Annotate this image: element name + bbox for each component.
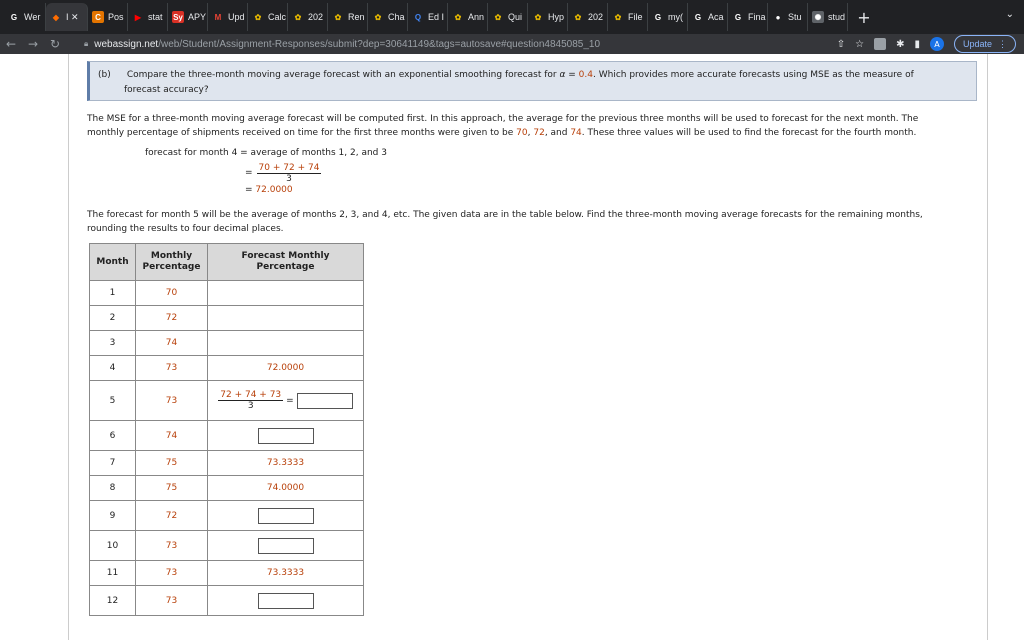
more-vert-icon: ⋮ xyxy=(998,38,1007,49)
extensions-puzzle-icon[interactable]: ✱ xyxy=(896,38,905,50)
tab-label: APY xyxy=(188,12,207,22)
month5-formula xyxy=(218,390,352,411)
browser-tab[interactable] xyxy=(488,3,528,31)
page-body xyxy=(0,54,1024,640)
tab-favicon-icon: ✿ xyxy=(612,11,624,23)
percentage-cell: 73 xyxy=(136,381,208,421)
tab-label: Hyp xyxy=(548,12,565,22)
browser-tab[interactable] xyxy=(168,3,208,31)
tab-label: Ed I xyxy=(428,12,445,22)
month-cell: 2 xyxy=(90,306,136,331)
tab-favicon-icon: ✿ xyxy=(292,11,304,23)
forward-icon[interactable]: → xyxy=(27,37,39,51)
para2-a: The forecast for month 5 will be the average of months 2, 3, and 4, etc. The given data are in the table below. Find the three-month moving average forecasts for the remaining months, xyxy=(87,210,923,220)
tab-favicon-icon: ▶ xyxy=(132,11,144,23)
calc-fraction xyxy=(257,163,322,184)
month-cell: 8 xyxy=(90,476,136,501)
month5-frac-den: 3 xyxy=(247,401,254,411)
month5-frac-num: 72 + 74 + 73 xyxy=(220,390,282,400)
tab-label: Fina xyxy=(748,12,766,22)
browser-tab[interactable] xyxy=(528,3,568,31)
tab-favicon-icon: ✿ xyxy=(572,11,584,23)
month-cell: 4 xyxy=(90,356,136,381)
percentage-cell: 72 xyxy=(136,501,208,531)
tab-label: Upd xyxy=(228,12,245,22)
month-cell: 9 xyxy=(90,501,136,531)
browser-tab[interactable] xyxy=(408,3,448,31)
tab-favicon-icon: ◆ xyxy=(50,11,62,23)
tab-search-icon[interactable]: ⌄ xyxy=(1005,9,1014,20)
table-row xyxy=(90,306,364,331)
tab-label: stat xyxy=(148,12,163,22)
table-row xyxy=(90,381,364,421)
tab-favicon-icon: C xyxy=(92,11,104,23)
tab-label: Aca xyxy=(708,12,724,22)
forecast-cell xyxy=(208,306,364,331)
tab-favicon-icon: ✿ xyxy=(372,11,384,23)
percentage-cell: 73 xyxy=(136,561,208,586)
browser-tab[interactable] xyxy=(248,3,288,31)
table-row xyxy=(90,586,364,616)
tab-label: Ren xyxy=(348,12,365,22)
header-forecast: Forecast Monthly Percentage xyxy=(208,244,364,281)
browser-tab[interactable] xyxy=(46,3,88,31)
month-cell: 1 xyxy=(90,281,136,306)
table-row xyxy=(90,476,364,501)
tab-label: 202 xyxy=(588,12,604,22)
table-row xyxy=(90,501,364,531)
browser-tab[interactable] xyxy=(688,3,728,31)
tab-favicon-icon: G xyxy=(8,11,20,23)
share-icon[interactable]: ⇧ xyxy=(836,38,846,50)
browser-tab[interactable] xyxy=(728,3,768,31)
month5-eq: = xyxy=(286,395,294,406)
percentage-cell: 74 xyxy=(136,331,208,356)
tab-favicon-icon: ● xyxy=(772,11,784,23)
table-row xyxy=(90,331,364,356)
forecast-cell xyxy=(208,586,364,616)
browser-tab[interactable] xyxy=(368,3,408,31)
month-cell: 12 xyxy=(90,586,136,616)
forecast-answer-input[interactable] xyxy=(258,508,314,524)
forecast-cell xyxy=(208,531,364,561)
tab-label: stud xyxy=(828,12,846,22)
percentage-cell: 74 xyxy=(136,421,208,451)
calc-label: forecast for month 4 xyxy=(145,148,238,158)
forecast-cell: 74.0000 xyxy=(208,476,364,501)
tab-label: Calc xyxy=(268,12,287,22)
percentage-cell: 75 xyxy=(136,476,208,501)
percentage-cell: 73 xyxy=(136,356,208,381)
forecast-answer-input[interactable] xyxy=(297,393,353,409)
browser-tab[interactable] xyxy=(608,3,648,31)
month-cell: 11 xyxy=(90,561,136,586)
forecast-table xyxy=(89,243,364,616)
part-label: (b) xyxy=(98,70,111,80)
month5-fraction xyxy=(218,390,283,411)
tab-favicon-icon: ✿ xyxy=(332,11,344,23)
bookmark-star-icon[interactable]: ☆ xyxy=(855,38,865,50)
forecast-cell xyxy=(208,381,364,421)
update-label: Update xyxy=(962,39,992,49)
para1-a: The MSE for a three-month moving average forecast will be computed first. In this approach, the average for the previous three months will be used to forecast for the next month. The xyxy=(87,114,919,124)
alpha-symbol: α xyxy=(559,70,566,80)
forecast-answer-input[interactable] xyxy=(258,593,314,609)
month-cell: 6 xyxy=(90,421,136,451)
tab-label: File xyxy=(628,12,643,22)
tab-favicon-icon: G xyxy=(692,11,704,23)
tab-label: Cha xyxy=(388,12,405,22)
month-cell: 7 xyxy=(90,451,136,476)
back-icon[interactable]: ← xyxy=(5,37,17,51)
alpha-value: 0.4 xyxy=(578,70,593,80)
tab-label: Qui xyxy=(508,12,523,22)
month-cell: 3 xyxy=(90,331,136,356)
part-text-2: . Which provides more accurate forecasts using MSE as the measure of xyxy=(593,70,914,80)
forecast-cell: 73.3333 xyxy=(208,451,364,476)
percentage-cell: 73 xyxy=(136,531,208,561)
tab-favicon-icon: G xyxy=(732,11,744,23)
instructions-paragraph xyxy=(87,208,967,236)
profile-avatar[interactable]: A xyxy=(930,37,944,51)
tab-favicon-icon: Sy xyxy=(173,12,183,22)
browser-tab[interactable] xyxy=(808,3,848,31)
percentage-cell: 75 xyxy=(136,451,208,476)
tab-label: Stu xyxy=(788,12,802,22)
calc-frac-den: 3 xyxy=(286,173,292,184)
calc-eq-2: = xyxy=(245,185,253,195)
month-cell: 10 xyxy=(90,531,136,561)
browser-tab[interactable] xyxy=(128,3,168,31)
table-row xyxy=(90,531,364,561)
calc-line1: = average of months 1, 2, and 3 xyxy=(237,148,387,158)
question-content xyxy=(68,54,988,640)
calc-eq: = xyxy=(245,168,253,178)
table-row xyxy=(90,356,364,381)
header-monthly-percentage: Monthly Percentage xyxy=(136,244,208,281)
tab-favicon-icon: Q xyxy=(412,11,424,23)
lock-icon[interactable]: 🔒︎ xyxy=(84,39,89,48)
table-row xyxy=(90,561,364,586)
part-text-3: forecast accuracy? xyxy=(124,85,209,95)
part-text-1: Compare the three-month moving average forecast with an exponential smoothing forecast for xyxy=(126,70,557,80)
tab-favicon-icon: ✺ xyxy=(812,11,824,23)
reload-icon[interactable]: ↻ xyxy=(49,37,61,51)
browser-tab[interactable] xyxy=(288,3,328,31)
forecast-answer-input[interactable] xyxy=(258,538,314,554)
explanation-paragraph: The MSE for a three-month moving average forecast will be computed first. In this approach, the average for the previous three months will be used to forecast for the next month. The monthly percentage of shipments received on time for the first three months were given to be 70, 72, and 74. These three values will be used to find the forecast for the fourth month. xyxy=(87,114,919,138)
table-row xyxy=(90,451,364,476)
address-bar[interactable] xyxy=(84,36,600,52)
tab-label: Pos xyxy=(108,12,124,22)
month-cell: 5 xyxy=(90,381,136,421)
percentage-cell: 72 xyxy=(136,306,208,331)
update-button[interactable] xyxy=(954,35,1016,53)
para2-b: rounding the results to four decimal places. xyxy=(87,224,284,234)
forecast-cell xyxy=(208,501,364,531)
browser-tab[interactable] xyxy=(768,3,808,31)
tab-label: Wer xyxy=(24,12,41,22)
tab-favicon-icon: ✿ xyxy=(532,11,544,23)
sidepanel-icon[interactable]: ▮ xyxy=(914,38,920,50)
browser-tab[interactable] xyxy=(648,3,688,31)
forecast-cell: 72.0000 xyxy=(208,356,364,381)
part-b-prompt xyxy=(87,61,977,101)
tab-label: I ✕ xyxy=(66,11,79,22)
tab-favicon-icon: ✿ xyxy=(492,11,504,23)
para1-b: monthly percentage of shipments received on time for the first three months were given to be xyxy=(87,128,514,138)
table-row xyxy=(90,281,364,306)
url-path: /web/Student/Assignment-Responses/submit?dep=30641149&tags=autosave#question4845085_10 xyxy=(158,38,601,50)
tab-label: 202 xyxy=(308,12,324,22)
forecast-cell: 73.3333 xyxy=(208,561,364,586)
value-74: 74 xyxy=(570,128,582,138)
calc-result: 72.0000 xyxy=(255,185,293,195)
forecast-calculation xyxy=(145,148,387,197)
table-row xyxy=(90,421,364,451)
forecast-cell xyxy=(208,331,364,356)
browser-toolbar xyxy=(0,34,1024,54)
url-host: webassign.net xyxy=(94,38,159,50)
browser-tab[interactable] xyxy=(88,3,128,31)
browser-tab[interactable] xyxy=(4,3,46,31)
tab-favicon-icon: G xyxy=(652,11,664,23)
new-tab-icon[interactable]: + xyxy=(857,7,871,27)
percentage-cell: 70 xyxy=(136,281,208,306)
tab-favicon-icon: M xyxy=(212,11,224,23)
alpha-eq: = xyxy=(565,70,579,80)
tab-strip xyxy=(0,0,1024,34)
browser-tab[interactable] xyxy=(328,3,368,31)
tab-label: Ann xyxy=(468,12,485,22)
header-month: Month xyxy=(90,244,136,281)
tab-favicon-icon: ✿ xyxy=(252,11,264,23)
browser-tab[interactable] xyxy=(208,3,248,31)
browser-tab[interactable] xyxy=(448,3,488,31)
para1-c: . These three values will be used to find the forecast for the fourth month. xyxy=(581,128,917,138)
percentage-cell: 73 xyxy=(136,586,208,616)
calc-frac-num: 70 + 72 + 74 xyxy=(258,162,320,173)
tab-label: my( xyxy=(668,12,683,22)
forecast-cell xyxy=(208,281,364,306)
tab-favicon-icon: ✿ xyxy=(452,11,464,23)
value-70: 70 xyxy=(516,128,528,138)
forecast-answer-input[interactable] xyxy=(258,428,314,444)
value-72: 72 xyxy=(533,128,545,138)
extension-icon[interactable] xyxy=(874,38,886,50)
browser-tab[interactable] xyxy=(568,3,608,31)
forecast-cell xyxy=(208,421,364,451)
